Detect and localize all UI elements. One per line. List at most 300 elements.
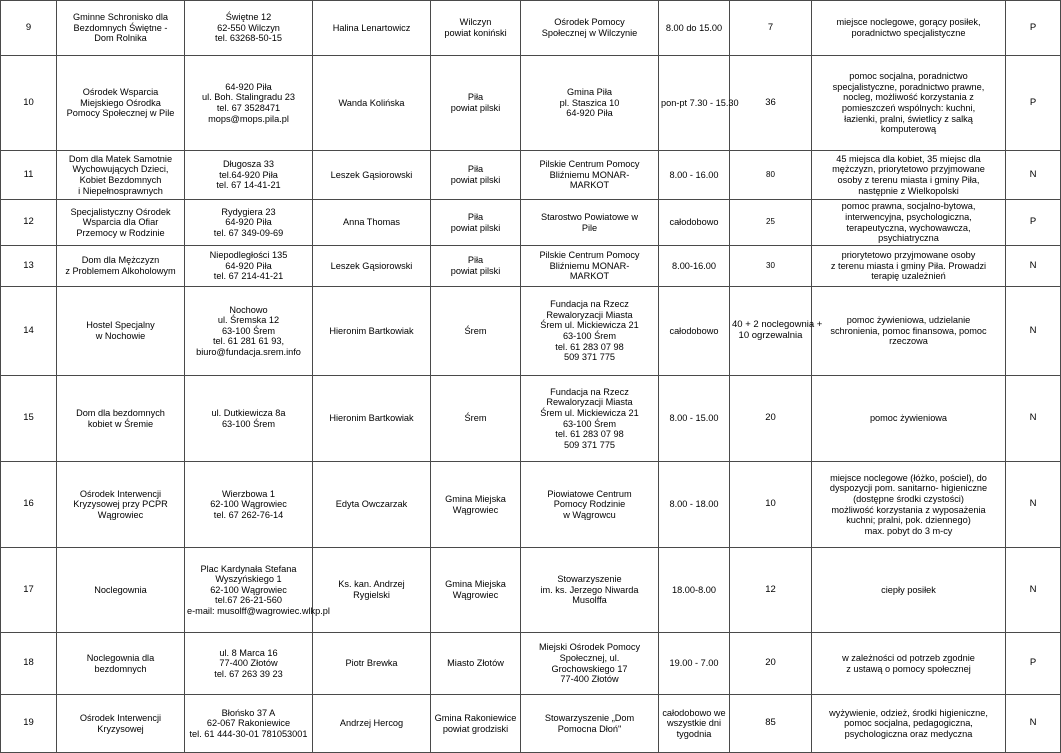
services-offered-line: poradnictwo specjalistyczne (851, 28, 966, 38)
operating-entity-line: Musolffa (572, 595, 607, 606)
governing-body-line: Piła (467, 92, 484, 103)
facility-name-line: Dom Rolnika (94, 33, 147, 44)
services-offered (812, 633, 1006, 695)
services-offered-line: (dostępne środki czystości) (853, 493, 964, 504)
table-row (1, 200, 1061, 246)
facility-type (1006, 462, 1061, 548)
facility-type (1006, 376, 1061, 462)
services-offered (812, 246, 1006, 287)
facility-address-line: 62-100 Wągrowiec (210, 499, 287, 510)
opening-hours-line: 8.00-16.00 (672, 260, 716, 271)
places-count (730, 376, 812, 462)
operating-entity-line: Fundacja na Rzecz (550, 386, 629, 397)
facility-type (1006, 695, 1061, 753)
facility-address-line: 77-400 Złotów (219, 658, 278, 669)
operating-entity-line: Grochowskiego 17 (551, 663, 628, 674)
opening-hours-line: 8.00 - 18.00 (669, 499, 719, 510)
opening-hours (659, 695, 730, 753)
facility-director (313, 246, 431, 287)
services-offered-line: komputerową (880, 124, 937, 135)
facility-type (1006, 287, 1061, 376)
operating-entity-line: Pomocy Rodzinie (553, 499, 626, 510)
opening-hours-line: wszystkie dni (666, 718, 722, 729)
operating-entity (521, 56, 659, 151)
facility-address-line: mops@mops.pila.pl (208, 113, 289, 124)
places-count (730, 695, 812, 753)
facility-name-line: Miejskiego Ośrodka (80, 97, 161, 108)
facility-address-line: ul. Dutkiewicza 8a (211, 407, 286, 418)
operating-entity-line: 64-920 Piła (566, 108, 613, 119)
facility-address-line: ul. Boh. Stalingradu 23 (202, 92, 295, 103)
row-number (1, 246, 57, 287)
governing-body-line: Wągrowiec (452, 590, 499, 600)
operating-entity-line: Starostwo Powiatowe w (540, 211, 639, 222)
facility-name-line: Dom dla Mężczyzn (81, 255, 160, 266)
facility-director (313, 633, 431, 695)
facility-name (57, 200, 185, 246)
opening-hours-line: całodobowo (669, 217, 719, 228)
facility-address-line: tel. 61 281 61 93, (212, 336, 284, 347)
governing-body-line: powiat grodziski (442, 723, 509, 734)
facility-director (313, 287, 431, 376)
services-offered-line: dyspozycji pom. sanitarno- higieniczne (829, 483, 988, 494)
facility-name-line: Hostel Specjalny (86, 320, 155, 331)
row-number-line: 17 (23, 583, 34, 595)
governing-body (431, 633, 521, 695)
facility-director-line: Anna Thomas (342, 217, 401, 228)
operating-entity (521, 151, 659, 200)
facility-address-line: 62-067 Rakoniewice (206, 718, 291, 729)
facility-name-line: w Nochowie (95, 331, 146, 341)
governing-body-line: Gmina Rakoniewice (434, 712, 517, 723)
opening-hours-line: 8.00 - 15.00 (669, 413, 719, 424)
operating-entity-line: 63-100 Śrem (562, 418, 617, 429)
facility-address (185, 376, 313, 462)
governing-body-line: Miasto Złotów (447, 658, 504, 669)
opening-hours (659, 376, 730, 462)
services-offered-line: terapię uzależnień (871, 271, 946, 282)
facility-name (57, 287, 185, 376)
row-number-line: 13 (23, 259, 34, 271)
facility-address-line: tel. 61 444-30-01 781053001 (189, 728, 308, 739)
table-row (1, 1, 1061, 56)
services-offered-line: z terenu miasta i gminy Piła. Prowadzi (830, 260, 987, 271)
row-number-line: 12 (23, 216, 34, 228)
table-row (1, 56, 1061, 151)
opening-hours-line: 18.00-8.00 (672, 584, 716, 595)
operating-entity-line: Rewaloryzacji Miasta (546, 309, 633, 320)
governing-body (431, 376, 521, 462)
facility-address-line: Świętne 12 (225, 12, 272, 23)
operating-entity-line: w Wągrowcu (563, 509, 616, 520)
services-offered-line: terapeutyczna, wychowawcza, (846, 222, 971, 233)
facility-type (1006, 1, 1061, 56)
opening-hours (659, 1, 730, 56)
facility-address (185, 151, 313, 200)
facility-type-line: N (1029, 412, 1037, 424)
row-number-line: 11 (23, 168, 34, 180)
operating-entity-line: 509 371 775 (563, 352, 616, 363)
operating-entity (521, 200, 659, 246)
facility-address-line: 62-100 Wągrowiec (210, 584, 287, 595)
facility-address-line: Wyszyńskiego 1 (215, 574, 282, 585)
table-row (1, 633, 1061, 695)
places-count-line: 36 (765, 96, 776, 108)
facility-director-line: Andrzej Hercog (339, 718, 404, 729)
services-offered-line: miejsce noclegowe (łóżko, pościel), do (830, 472, 987, 483)
places-count (730, 287, 823, 376)
governing-body (431, 548, 521, 633)
facility-address-line: Nochowo (229, 304, 268, 315)
governing-body (431, 151, 521, 200)
services-offered-line: schronienia, pomoc finansowa, pomoc (830, 325, 987, 336)
facility-address (185, 633, 313, 695)
facility-name-line: z Problemem Alkoholowym (65, 266, 176, 276)
operating-entity-line: Śrem ul. Mickiewicza 21 (540, 407, 639, 418)
operating-entity-line: Ośrodek Pomocy (554, 17, 625, 28)
facility-name-line: Noclegownia dla (86, 652, 155, 663)
facility-address-line: e-mail: musolff@wagrowiec.wlkp.pl (187, 605, 330, 616)
facility-director (313, 462, 431, 548)
facility-name-line: Wsparcia dla Ofiar (82, 217, 159, 228)
facility-name-line: Pomocy Społecznej w Pile (66, 108, 175, 119)
row-number (1, 287, 57, 376)
governing-body-line: Gmina Miejska (445, 579, 506, 590)
table-row (1, 246, 1061, 287)
operating-entity-line: 77-400 Złotów (560, 674, 619, 685)
facility-director (313, 376, 431, 462)
governing-body-line: Wągrowiec (452, 504, 499, 515)
governing-body-line: Piła (467, 164, 484, 175)
operating-entity-line: Bliźniemu MONAR- (549, 169, 630, 180)
operating-entity-line: MARKOT (569, 180, 610, 191)
services-offered-line: pomoc żywieniowa, udzielanie (846, 315, 971, 326)
facility-director-line: Leszek Gąsiorowski (330, 260, 413, 271)
facility-type (1006, 151, 1061, 200)
places-count (730, 200, 812, 246)
facility-name (57, 633, 185, 695)
places-count (730, 246, 812, 287)
table-row (1, 287, 1061, 376)
facility-address-line: tel. 67 263 39 23 (214, 668, 283, 679)
facility-address (185, 462, 313, 548)
operating-entity (521, 246, 659, 287)
facility-address-line: tel.67 26-21-560 (215, 595, 282, 606)
opening-hours (659, 462, 730, 548)
facility-director-line: Ks. kan. Andrzej (338, 579, 405, 590)
places-count-line: 10 ogrzewalnia (738, 330, 803, 341)
facility-type-line: P (1029, 21, 1037, 33)
facility-address-line: Wierzbowa 1 (221, 488, 276, 499)
facility-name-line: Wągrowiec (97, 509, 144, 520)
places-count-line: 80 (766, 169, 775, 179)
facility-director-line: Leszek Gąsiorowski (330, 169, 413, 180)
operating-entity (521, 695, 659, 753)
facility-director-line: Edyta Owczarzak (335, 499, 408, 510)
governing-body-line: powiat pilski (450, 222, 501, 233)
facility-director-line: Piotr Brewka (345, 658, 398, 669)
row-number-line: 18 (23, 657, 34, 669)
facility-address-line: 62-550 Wilczyn (217, 22, 280, 33)
facility-address (185, 246, 313, 287)
opening-hours (659, 151, 730, 200)
governing-body-line: Gmina Miejska (445, 493, 506, 504)
services-offered-line: max. pobyt do 3 m-cy (864, 525, 953, 536)
services-offered-line: interwencyjna, psychologiczna, (845, 211, 972, 222)
places-count-line: 40 + 2 noclegownia + (732, 319, 823, 331)
row-number (1, 1, 57, 56)
operating-entity (521, 1, 659, 56)
services-offered-line: psychiatryczna (878, 233, 939, 244)
places-count (730, 462, 812, 548)
places-count (730, 1, 812, 56)
row-number (1, 151, 57, 200)
services-offered-line: pomieszczeń wspólnych: kuchni, (841, 103, 976, 113)
facility-address-line: ul. 8 Marca 16 (219, 647, 278, 658)
governing-body (431, 287, 521, 376)
facility-type-line: N (1029, 583, 1037, 595)
facility-name-line: Noclegownia (94, 584, 147, 595)
services-offered-line: pomoc socjalna, poradnictwo (849, 71, 968, 82)
facility-name-line: Dom dla Matek Samotnie (68, 153, 173, 164)
facility-name-line: Wychowujących Dzieci, (72, 164, 169, 175)
governing-body-line: powiat koniński (444, 28, 507, 38)
services-offered-line: priorytetowo przyjmowane osoby (841, 250, 976, 261)
facility-director (313, 695, 431, 753)
facility-director-line: Rygielski (353, 590, 390, 600)
facility-type (1006, 548, 1061, 633)
facility-director (313, 151, 431, 200)
facility-director (313, 548, 431, 633)
facility-address-line: tel. 67 262-76-14 (213, 509, 284, 520)
facility-director-line: Wanda Kolińska (338, 97, 405, 108)
services-offered-line: łazienki, pralni, świetlicy z salką (844, 113, 973, 124)
facility-type (1006, 633, 1061, 695)
operating-entity (521, 548, 659, 633)
row-number-line: 19 (23, 717, 34, 729)
facility-name-line: bezdomnych (94, 663, 147, 674)
facility-address (185, 287, 313, 376)
facility-name-line: Kryzysowej przy PCPR (73, 499, 168, 510)
opening-hours-line: 19.00 - 7.00 (669, 658, 719, 669)
governing-body (431, 56, 521, 151)
facility-address (185, 548, 330, 633)
services-offered (812, 548, 1006, 633)
services-offered-line: z ustawą o pomocy społecznej (846, 663, 971, 674)
facility-name-line: Specjalistyczny Ośrodek (70, 206, 171, 217)
facility-name (57, 246, 185, 287)
governing-body-line: Piła (467, 211, 484, 222)
facility-name-line: Przemocy w Rodzinie (76, 227, 165, 238)
services-offered (812, 1, 1006, 56)
opening-hours (659, 200, 730, 246)
facility-director (313, 1, 431, 56)
operating-entity-line: Pomocna Dłoń" (557, 723, 622, 734)
facility-address-line: tel. 63268-50-15 (215, 33, 282, 44)
row-number (1, 56, 57, 151)
row-number (1, 376, 57, 462)
facility-address (185, 695, 313, 753)
services-offered-line: możliwość korzystania z wyposażenia (831, 504, 986, 515)
facility-address-line: tel.64-920 Piła (219, 169, 278, 180)
services-offered-line: wyżywienie, odzież, środki higieniczne, (829, 707, 988, 718)
operating-entity-line: Piowiatowe Centrum (547, 488, 632, 499)
operating-entity (521, 376, 659, 462)
opening-hours (659, 56, 739, 151)
facility-type-line: P (1029, 657, 1037, 669)
facility-name-line: kobiet w Śremie (87, 418, 154, 429)
services-offered-line: ciepły posiłek (881, 584, 936, 595)
places-count-line: 25 (766, 217, 775, 227)
table-row (1, 151, 1061, 200)
governing-body-line: powiat pilski (450, 103, 501, 113)
services-offered (812, 695, 1006, 753)
services-offered (812, 56, 1006, 151)
operating-entity-line: 63-100 Śrem (562, 331, 617, 341)
facility-address-line: Błońsko 37 A (221, 707, 276, 718)
operating-entity-line: im. ks. Jerzego Niwarda (540, 584, 639, 595)
opening-hours-line: 8.00 - 16.00 (669, 169, 719, 180)
opening-hours-line: całodobowo (669, 325, 719, 336)
facility-name-line: Bezdomnych Świętne - (73, 22, 168, 33)
facility-address-line: biuro@fundacja.srem.info (196, 346, 301, 357)
operating-entity-line: Społecznej, ul. (559, 652, 620, 663)
facility-address-line: 64-920 Piła (225, 217, 272, 228)
services-offered-line: mężczyzn, priorytetowo przyjmowane (832, 164, 985, 175)
operating-entity-line: Fundacja na Rzecz (550, 299, 629, 310)
governing-body-line: powiat pilski (450, 175, 501, 185)
facility-type-line: N (1029, 168, 1037, 180)
facility-address-line: tel. 67 349-09-69 (213, 227, 284, 238)
opening-hours (659, 246, 730, 287)
governing-body (431, 1, 521, 56)
places-count (730, 151, 812, 200)
places-count (730, 548, 812, 633)
facility-address (185, 200, 313, 246)
row-number-line: 15 (23, 412, 34, 424)
facility-address (185, 1, 313, 56)
facility-director-line: Hieronim Bartkowiak (329, 413, 414, 424)
facility-name (57, 462, 185, 548)
operating-entity-line: Pilskie Centrum Pomocy (539, 250, 640, 261)
operating-entity-line: Społecznej w Wilczynie (541, 28, 638, 38)
services-offered-line: pomoc żywieniowa (869, 413, 948, 424)
facility-address-line: tel. 67 14-41-21 (216, 180, 281, 191)
services-offered (812, 462, 1006, 548)
opening-hours-line: pon-pt 7.30 - 15.30 (661, 97, 739, 108)
facility-name (57, 1, 185, 56)
facility-director-line: Hieronim Bartkowiak (329, 325, 414, 336)
services-offered-line: rzeczowa (889, 336, 928, 347)
row-number (1, 548, 57, 633)
opening-hours-line: tygodnia (676, 728, 712, 739)
services-offered (812, 287, 1006, 376)
table-row (1, 695, 1061, 753)
operating-entity-line: pl. Staszica 10 (559, 97, 620, 108)
facility-type-line: N (1029, 259, 1037, 271)
facility-address-line: ul. Śremska 12 (217, 315, 280, 326)
facility-director-line: Halina Lenartowicz (332, 22, 411, 33)
facility-type-line: P (1029, 216, 1037, 228)
services-offered-line: osoby z terenu miasta i gminy Piła, (837, 175, 980, 185)
governing-body (431, 462, 521, 548)
facility-address-line: tel. 67 214-41-21 (213, 271, 284, 282)
services-offered-line: psychologiczna oraz medyczna (844, 728, 973, 739)
facility-address-line: tel. 67 3528471 (216, 103, 281, 113)
facility-director (313, 200, 431, 246)
opening-hours-line: 8.00 do 15.00 (665, 22, 723, 33)
services-offered-line: następnie z Wielkopolski (858, 185, 959, 196)
table-row (1, 376, 1061, 462)
operating-entity-line: Pilskie Centrum Pomocy (539, 159, 640, 170)
services-offered (812, 200, 1006, 246)
operating-entity-line: tel. 61 283 07 98 (555, 341, 624, 352)
opening-hours (659, 287, 730, 376)
operating-entity-line: Pile (581, 222, 598, 233)
operating-entity-line: Stowarzyszenie (557, 574, 622, 585)
governing-body (431, 695, 521, 753)
places-count-line: 30 (766, 260, 775, 270)
facility-address-line: Niepodległości 135 (209, 250, 288, 261)
facility-name-line: Ośrodek Interwencji (79, 712, 162, 723)
operating-entity (521, 633, 659, 695)
services-offered-line: 45 miejsca dla kobiet, 35 miejsc dla (836, 153, 981, 164)
places-count-line: 12 (765, 583, 776, 595)
operating-entity-line: Rewaloryzacji Miasta (546, 397, 633, 408)
operating-entity-line: Miejski Ośrodek Pomocy (538, 642, 641, 653)
operating-entity (521, 462, 659, 548)
opening-hours (659, 633, 730, 695)
services-offered-line: pomoc prawna, socjalno-bytowa, (841, 201, 976, 212)
facility-address-line: Długosza 33 (222, 159, 275, 170)
facility-type-line: N (1029, 498, 1037, 510)
governing-body-line: Śrem (464, 325, 487, 336)
facility-director (313, 56, 431, 151)
facility-type (1006, 200, 1061, 246)
places-count-line: 85 (765, 717, 776, 729)
services-offered-line: specjalistyczne, poradnictwo prawne, (832, 81, 985, 92)
services-offered-line: nocleg, możliwość korzystania z (843, 92, 974, 103)
governing-body-line: Wilczyn (459, 17, 492, 28)
governing-body-line: Śrem (464, 413, 487, 424)
operating-entity-line: Stowarzyszenie „Dom (544, 712, 635, 723)
services-offered-line: miejsce noclegowe, gorący posiłek, (836, 17, 981, 28)
facility-address-line: Plac Kardynała Stefana (200, 563, 297, 574)
facility-address-line: 64-920 Piła (225, 81, 272, 92)
facility-name-line: Gminne Schronisko dla (73, 12, 168, 23)
row-number-line: 14 (23, 324, 34, 336)
facility-name-line: Dom dla bezdomnych (76, 407, 165, 418)
facility-address (185, 56, 313, 151)
places-count-line: 20 (765, 412, 776, 424)
services-offered (812, 151, 1006, 200)
facility-name (57, 56, 185, 151)
places-count (730, 633, 812, 695)
table-row (1, 462, 1061, 548)
facility-name (57, 695, 185, 753)
facility-type (1006, 246, 1061, 287)
facility-name-line: Ośrodek Interwencji (79, 488, 162, 499)
facility-address-line: Rydygiera 23 (221, 206, 276, 217)
facility-address-line: 63-100 Śrem (221, 418, 276, 429)
facility-name (57, 376, 185, 462)
opening-hours-line: całodobowo we (662, 707, 726, 718)
facility-name-line: Kryzysowej (97, 723, 144, 734)
table-row (1, 548, 1061, 633)
operating-entity-line: Bliźniemu MONAR- (549, 260, 630, 271)
places-count (730, 56, 812, 151)
operating-entity-line: Gmina Piła (567, 87, 612, 98)
